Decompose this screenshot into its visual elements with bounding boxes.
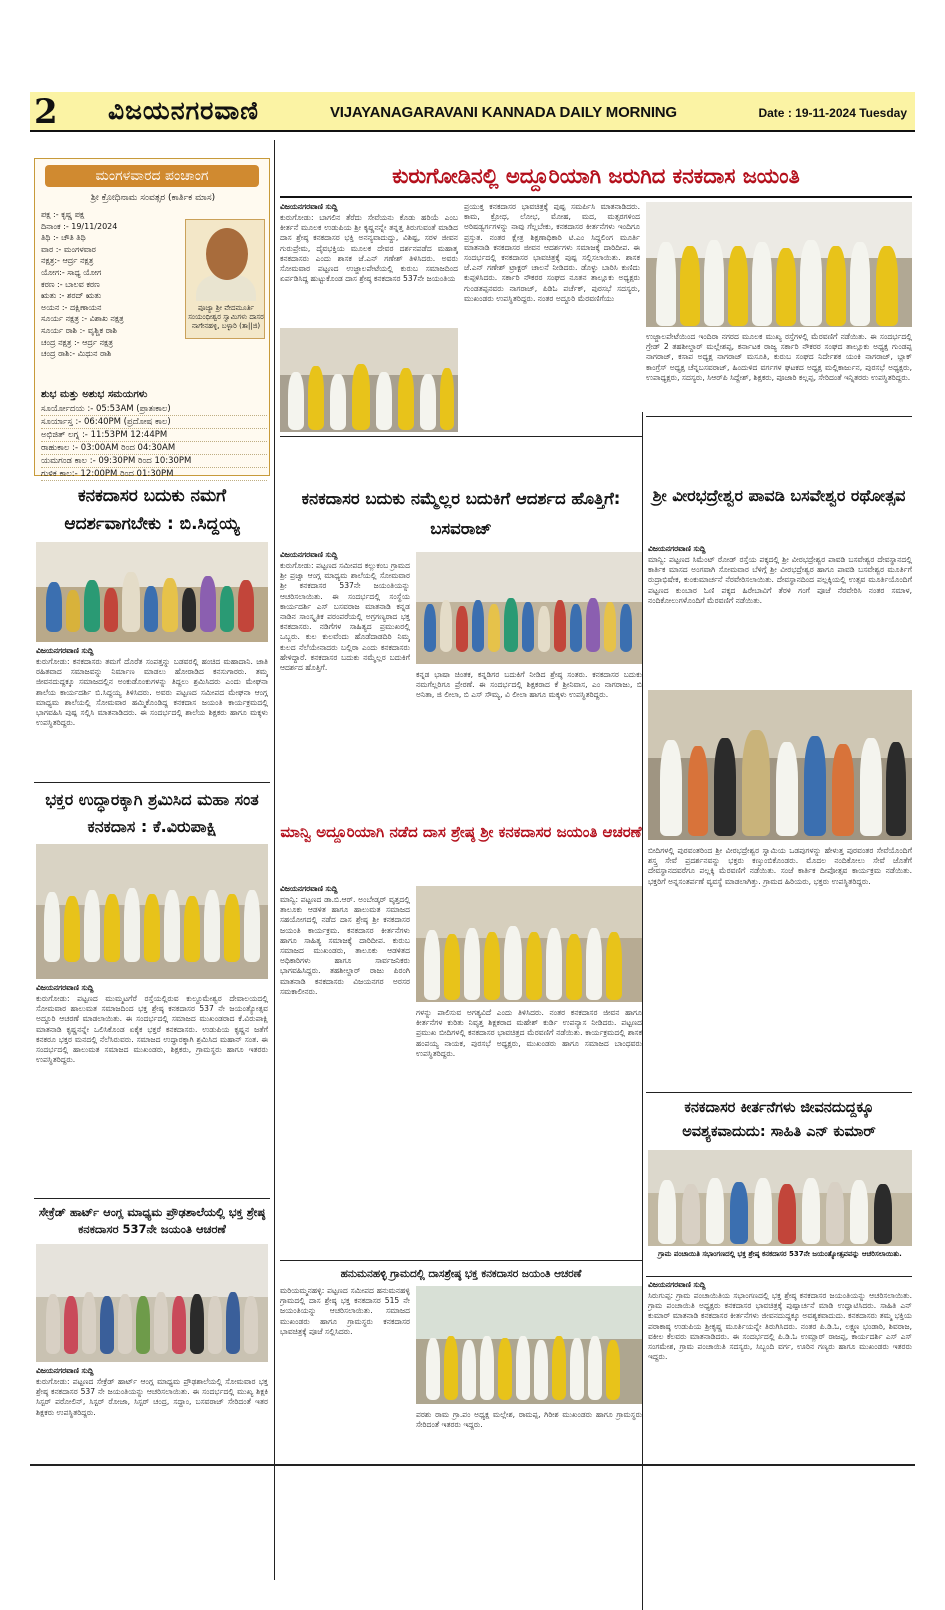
panchanga-line: ಅಯನ :- ದಕ್ಷಿಣಾಯನ	[41, 302, 102, 312]
time-line: ರಾಹುಕಾಲ :- 03:00AM ರಿಂದ 04:30AM	[41, 442, 267, 455]
byline: ವಿಜಯನಗರವಾಣಿ ಸುದ್ದಿ	[648, 544, 706, 553]
byline: ವಿಜಯನಗರವಾಣಿ ಸುದ್ದಿ	[36, 1366, 94, 1375]
time-line: ಯಮಗಂಡ ಕಾಲ :- 09:30PM ರಿಂದ 10:30PM	[41, 455, 267, 468]
article-body-sahithi: ಸಿರುಗುಪ್ಪ: ಗ್ರಾಮ ಪಂಚಾಯಿತಿಯ ಸಭಾಂಗಣದಲ್ಲಿ ಭಕ್ತ ಶ್ರೇಷ್ಠ ಕನಕದಾಸರ ಜಯಂತಿಯನ್ನು ಆಚರಿಸಲಾಯಿತು. ಗ್ರಾಮ ಪಂಚಾಯಿತಿ ಅಧ್ಯಕ್ಷರು ಕನಕದಾಸರ ಭಾವಚಿತ್ರಕ್ಕೆ ಪುಷ್ಪಾರ್ಚನೆ ಮಾಡಿ ಉದ್ಘಾಟಿಸಿದರು. ಸಾಹಿತಿ ಎನ್ ಕುಮಾರ್ ಮಾತನಾಡಿ ಕನಕದಾಸರ ಕೀರ್ತನೆಗಳು ಜೀವನದುದ್ದಕ್ಕೂ ಅವಶ್ಯಕವಾದುದು. ಕನಕದಾಸರು ತಮ್ಮ ಭಕ್ತಿಯ ಪರಾಕಾಷ್ಠ ಉಡುಪಿಯ ಶ್ರೀಕೃಷ್ಣ ಮೂರ್ತಿಯನ್ನೇ ತಿರುಗಿಸಿದರು. ನಂತರ ಪಿ.ಡಿ.ಓ, ಲಕ್ಷ್ಮಣ ಭಂಡಾರಿ, ಶಿವರಾಜ, ವಕೀಲ ಕೆಲವರು ಮಾತನಾಡಿದರು. ಈ ಸಂದರ್ಭದಲ್ಲಿ ಪಿ.ಡಿ.ಓ ಉಮ್ಲಾರ್ ರಾಜಪ್ಪ, ಕಾರ್ಯದರ್ಶಿ ಎಸ್ ಎಸ್ ಸಂಗಮೇಶ, ಗ್ರಾಮ ಪಂಚಾಯಿತಿ ಸದಸ್ಯರು, ಸಿಬ್ಬಂದಿ ವರ್ಗ, ಊರಿನ ಗಣ್ಯರು ಹಾಗೂ ಮುಖಂಡರು ಇತರರು ಇದ್ದರು.	[648, 1291, 912, 1362]
photo-temple-gathering	[36, 844, 268, 979]
article-body-basavaraj: ಕುರುಗೋಡು: ಪಟ್ಟಣದ ಸಮೀಪದ ಕಲ್ಲುಕಂಬ ಗ್ರಾಮದ ಶ್ರೀ ಪ್ರಜ್ವಾ ಆಂಗ್ಲ ಮಾಧ್ಯಮ ಶಾಲೆಯಲ್ಲಿ ಸೋಮವಾರ ಶ್ರೀ ಕನಕದಾಸರ 537ನೇ ಜಯಂತಿಯನ್ನು ಆಚರಿಸಲಾಯಿತು. ಈ ಸಂದರ್ಭದಲ್ಲಿ ಸಂಸ್ಥೆಯ ಕಾರ್ಯದರ್ಶಿ ಎಸ್ ಬಸವರಾಜ ಮಾತನಾಡಿ ಕನ್ನಡ ನಾಡಿನ ಸಾಂಸ್ಕೃತಿಕ ಪರಂಪರೆಯಲ್ಲಿ ಅಗ್ರಗಣ್ಯರಾದ ಭಕ್ತ ಕನಕದಾಸರು. ನಡಿಗೆಗಳ ಸಾಹಿತ್ಯದ ಪ್ರಮುಖರಲ್ಲಿ ಒಬ್ಬರು. ಕುಲ ಕುಲವೆಂದು ಹೊಡೆದಾಡದಿರಿ ನಿಮ್ಮ ಕುಲದ ನೆಲೆಯೇನಾದರು ಬಲ್ಲಿರಾ ಎಂದು ಕನಕದಾಸರು ಹೇಳಿದ್ದಾರೆ. ಕನಕದಾಸರ ಬದುಕು ನಮ್ಮೆಲ್ಲರ ಬದುಕಿಗೆ ಆದರ್ಶದ ಹೊತ್ತಿಗೆ.	[280, 561, 410, 673]
issue-date: Date : 19-11-2024 Tuesday	[758, 106, 907, 120]
article-body-lead: ಕುರುಗೋಡು: ಬಾಗಲಿನ ತೆರೆದು ಸೇವೆಯನು ಕೊಡು ಹರಿಯೆ ಎಂಬ ಕೀರ್ತನೆ ಮೂಲಕ ಉಡುಪಿಯ ಶ್ರೀ ಕೃಷ್ಣನನ್ನೇ ತನ್ನತ್ತ ತಿರುಗುವಂತೆ ಮಾಡಿದ ದಾಸ ಶ್ರೇಷ್ಠ ಕನಕದಾಸರ ಭಕ್ತಿ ಅನನ್ಯವಾದುದ್ದು, ವಿಶಿಷ್ಟ, ಸರಳ ಜೀವನ ಗುರುಪ್ರೇಮ, ದೈವಭಕ್ತಿಯ ಮೂಲಕ ದೇವರ ದರ್ಶನಪಡೆದ ಮಹಾತ್ಮ ಕನಕದಾಸರು ಎಂದು ಶಾಸಕ ಜೆ.ಎನ್ ಗಣೇಶ್ ತಿಳಿಸಿದರು. ಅವರು ಸೋಮವಾರ ಪಟ್ಟಣದ ಉಜ್ಜಾಲಪೇಟೆಯಲ್ಲಿ ಕುರುಬ ಸಮಾಜದಿಂದ ಏರ್ಪಡಿಸಿದ್ದ ಹುಟ್ಟುಕೊಂಡ ದಾಸ ಶ್ರೇಷ್ಠ ಕನಕದಾಸರ 537ನೇ ಜಯಂತಿಯ	[280, 213, 458, 284]
panchanga-line: ವಾರ :- ಮಂಗಳವಾರ	[41, 244, 96, 254]
article-body-lead: ಪ್ರಯುಕ್ತ ಕನಕದಾಸರ ಭಾವಚಿತ್ರಕ್ಕೆ ಪುಷ್ಪ ಸಮರ್ಪಿಸಿ ಮಾತನಾಡಿದರು. ಕಾಮ, ಕ್ರೋಧ, ಲೋಭ, ಮೋಹ, ಮದ, ಮತ್ಸರಗಳಿಂದ ಅರಿಷಡ್ವರ್ಗಗಳನ್ನು ನಾವು ಗೆಲ್ಲಬೇಕು, ಕನಕದಾಸರ ಕೀರ್ತನೆಗಳು ಇಂದಿಗೂ ಪ್ರಸ್ತುತ. ನಂತರ ಕ್ಷೇತ್ರ ಶಿಕ್ಷಣಾಧಿಕಾರಿ ಟಿ.ಎಂ ಸಿದ್ದಲಿಂಗ ಮೂರ್ತಿ ಮಾತನಾಡಿ ಕನಕದಾಸರ ಜೀವನ ಆದರ್ಶಗಳು ಸಮಾಜಕ್ಕೆ ದಾರಿದೀಪ. ಈ ಸಂದರ್ಭದಲ್ಲಿ ಕನಕದಾಸರ ಭಾವಚಿತ್ರಕ್ಕೆ ಪುಷ್ಪ ಸಲ್ಲಿಸಲಾಯಿತು. ಶಾಸಕ ಜೆ.ಎನ್ ಗಣೇಶ್ ಟ್ರಾಕ್ಟರ್ ಚಾಲನೆ ನೀಡಿದರು. ಡೊಳ್ಳು ಬಾರಿಸಿ ಕುಣಿದು ಕುಪ್ಪಳಿಸಿದರು. ಸರ್ಕಾರಿ ನೌಕರರ ಸಂಘದ ನೂತನ ತಾಲ್ಲೂಕು ಅಧ್ಯಕ್ಷರು ಗುಂಡತಪ್ಪನವರು ನಾಗರಾಜ್, ಪಿಡಿಓ ಪರ್ಚೆಕ್, ಪುರಸಭೆ ಸದಸ್ಯರು, ಮುಖಂಡರು ಉಪಸ್ಥಿತರಿದ್ದರು. ನಂತರ ಅದ್ದೂರಿ ಮೆರವಣಿಗೆಯು	[464, 202, 640, 303]
page-bottom-rule	[30, 1464, 915, 1466]
time-line: ಗುಳಿಕ ಕಾಲ:- 12:00PM ರಿಂದ 01:30PM	[41, 468, 267, 481]
article-body-virupakshi: ಕುರುಗೋಡು: ಪಟ್ಟಣದ ಮುಮ್ಮಟಗೆರೆ ರಸ್ತೆಯಲ್ಲಿರುವ ಕುಲ್ದೂಮೇಶ್ವರ ದೇವಾಲಯದಲ್ಲಿ ಸೋಮವಾರ ಹಾಲುಮತ ಸಮಾಜದಿಂದ ಭಕ್ತ ಶ್ರೇಷ್ಠ ಕನಕದಾಸರ 537 ನೇ ಜಯಂತ್ಯೋತ್ಸವ ಅದ್ದೂರಿ ಆಚರಣೆ ಮಾಡಲಾಯಿತು. ಈ ಸಂದರ್ಭದಲ್ಲಿ ಸಮಾಜದ ಮುಖಂಡರಾದ ಕೆ.ವಿರುಪಾಕ್ಷಿ ಮಾತನಾಡಿ ಕೃಷ್ಣನನ್ನೇ ಒಲಿಸಿಕೊಂಡ ಏಕೈಕ ಭಕ್ತರೆ ಕನಕದಾಸರು. ಉಡುಪಿಯ ಕೃಷ್ಣನ ಜತೆಗೆ ಕನಕರೂ ಭಕ್ತರ ಮನದಲ್ಲಿ ನೆಲೆಸಿರುವರು. ಸಮಾಜದ ಉದ್ಧಾರಕ್ಕಾಗಿ ಶ್ರಮಿಸಿದ ಮಹಾನ್ ಸಂತ. ಈ ಸಂದರ್ಭದಲ್ಲಿ ಹಾಲುಮತ ಸಮಾಜದ ಮುಖಂಡರು, ಶಿಕ್ಷಕರು, ಗ್ರಾಮಸ್ಥರು ಹಾಗೂ ಇತರರು ಉಪಸ್ಥಿತರಿದ್ದರು.	[36, 994, 268, 1065]
article-body-manvi: ಮಾನ್ವಿ: ಪಟ್ಟಣದ ಡಾ.ಬಿ.ಆರ್. ಅಂಬೇಡ್ಕರ್ ವೃತ್ತದಲ್ಲಿ ತಾಲೂಕು ಆಡಳಿತ ಹಾಗೂ ಹಾಲುಮತ ಸಮಾಜದ ಸಹಯೋಗದಲ್ಲಿ ನಡೆದ ದಾಸ ಶ್ರೇಷ್ಠ ಶ್ರೀ ಕನಕದಾಸರ ಜಯಂತಿ ಕಾರ್ಯಕ್ರಮ. ಕನಕದಾಸರ ಕೀರ್ತನೆಗಳು ಹಾಗೂ ಸಾಹಿತ್ಯ ಸಮಾಜಕ್ಕೆ ದಾರಿದೀಪ. ಕುರುಬ ಸಮಾಜದ ಮುಖಂಡರು, ತಾಲೂಕು ಆಡಳಿತದ ಅಧಿಕಾರಿಗಳು ಹಾಗೂ ಸಾರ್ವಜನಿಕರು ಭಾಗವಹಿಸಿದ್ದರು. ತಹಶೀಲ್ದಾರ್ ರಾಜು ಪಿರಂಗಿ ಮಾತನಾಡಿ ಕನಕದಾಸರು ವಿಜಯನಗರ ಅರಸರ ಸಮಕಾಲೀನರು.	[280, 895, 410, 996]
photo-procession-dance	[280, 328, 458, 432]
headline-sahithi: ಕನಕದಾಸರ ಕೀರ್ತನೆಗಳು ಜೀವನದುದ್ದಕ್ಕೂ ಅವಶ್ಯಕವಾದುದು: ಸಾಹಿತಿ ಎನ್ ಕುಮಾರ್	[682, 1100, 876, 1140]
article-body-hanumanahalli: ಪರಶು ರಾಮ ಗ್ರಾ.ಪಂ ಅಧ್ಯಕ್ಷ ಮಲ್ಲೇಶ, ರಾಮಪ್ಪ, ಗಿರೀಶ ಮುಖಂಡರು ಹಾಗೂ ಗ್ರಾಮಸ್ಥರು ಸೇರಿದಂತೆ ಇತರರು ಇದ್ದರು.	[416, 1410, 642, 1430]
page-number: 2	[34, 92, 58, 132]
newspaper-title: ವಿಜಯನಗರವಾಣಿ	[108, 96, 259, 125]
newspaper-english-title: VIJAYANAGARAVANI KANNADA DAILY MORNING	[330, 104, 677, 121]
panchanga-line: ಕರಣ :- ಬಾಲವ ಕರಣ	[41, 279, 100, 289]
article-body-hanumanahalli: ಮರಿಯಮ್ಮನಹಳ್ಳಿ: ಪಟ್ಟಣದ ಸಮೀಪದ ಹನುಮನಹಳ್ಳಿ ಗ್ರಾಮದಲ್ಲಿ ದಾಸ ಶ್ರೇಷ್ಠ ಭಕ್ತ ಕನಕದಾಸರ 515 ನೇ ಜಯಂತಿಯನ್ನು ಆಚರಿಸಲಾಯಿತು. ಸಮಾಜದ ಮುಖಂಡರು ಹಾಗೂ ಗ್ರಾಮಸ್ಥರು ಕನಕದಾಸರ ಭಾವಚಿತ್ರಕ್ಕೆ ಪೂಜೆ ಸಲ್ಲಿಸಿದರು.	[280, 1286, 410, 1336]
time-line: ಸೂರ್ಯೋದಯ :- 05:53AM (ಪ್ರಾತಃಕಾಲ)	[41, 403, 267, 416]
photo-school-staff	[36, 1244, 268, 1362]
byline: ವಿಜಯನಗರವಾಣಿ ಸುದ್ದಿ	[36, 983, 94, 992]
photo-school-children	[36, 542, 268, 642]
photo-leaders-chariot	[646, 202, 912, 327]
panchanga-line: ದಿನಾಂಕ :- 19/11/2024	[41, 221, 118, 231]
article-body-basavaraj: ಕನ್ನಡ ಭಾಷಾ ಚಿಂತಕ, ಕನ್ನಡಿಗರ ಬದುಕಿಗೆ ನೀಡಿದ ಶ್ರೇಷ್ಠ ಸಂತರು. ಕನಕದಾಸರ ಬದುಕು ನಮಗೆಲ್ಲರಿಗೂ ಪ್ರೇರಣೆ. ಈ ಸಂದರ್ಭದಲ್ಲಿ ಶಿಕ್ಷಕರಾದ ಕೆ ಶ್ರೀನಿವಾಸ, ಎಂ ನಾಗರಾಜು, ಬಿ ಅನಿತಾ, ಜಿ ಲೀಲಾ, ಬಿ ಎಸ್ ಸೌಮ್ಯ, ವಿ ಲೀಲಾ ಹಾಗೂ ಮಕ್ಕಳು ಉಪಸ್ಥಿತರಿದ್ದರು.	[416, 670, 642, 700]
photo-caption: ಗ್ರಾಮ ಪಂಚಾಯಿತಿ ಸಭಾಂಗಣದಲ್ಲಿ ಭಕ್ತ ಶ್ರೇಷ್ಠ ಕನಕದಾಸರ 537ನೇ ಜಯಂತ್ಯೋತ್ಸವವನ್ನು ಆಚರಿಸಲಾಯಿತು.	[658, 1250, 902, 1258]
panchanga-line: ಋತು :- ಶರದ್ ಋತು	[41, 291, 102, 301]
panchanga-line: ಯೋಗ:- ಸಾಧ್ಯ ಯೋಗ	[41, 267, 102, 277]
time-line: ಅಭಿಜಿತ್ ಲಗ್ನ :- 11:53PM 12:44PM	[41, 429, 267, 442]
time-line: ಸೂರ್ಯಾಸ್ತ :- 06:40PM (ಪ್ರದೋಷ ಕಾಲ)	[41, 416, 267, 429]
article-body-lead: ಉಜ್ಜಾಲಪೇಟೆಯಿಂದ ಇಂದಿರಾ ನಗರದ ಮೂಲಕ ಮುಖ್ಯ ರಸ್ತೆಗಳಲ್ಲಿ ಮೆರವಣಿಗೆ ನಡೆಯಿತು. ಈ ಸಂದರ್ಭದಲ್ಲಿ ಗ್ರೇಡ್ 2 ತಹಶೀಲ್ದಾರ್ ಮಲ್ಲೇಶಪ್ಪ, ಕರ್ನಾಟಕ ರಾಜ್ಯ ಸರ್ಕಾರಿ ನೌಕರರ ಸಂಘದ ತಾಲ್ಲೂಕು ಅಧ್ಯಕ್ಷ ಗುಂಡಪ್ಪ ನಾಗರಾಜ್, ಕಸಾಪ ಅಧ್ಯಕ್ಷ ನಾಗರಾಜ್ ಮಸೂತಿ, ಕುರುಬ ಸಂಘದ ನಿರ್ದೇಶಕ ಯಂಕಿ ನಾಗರಾಜ್, ಬ್ಲಾಕ್ ಕಾಂಗ್ರೆಸ್ ಅಧ್ಯಕ್ಷ ಚೆನ್ನಬಸವರಾಜ್, ಹಿಂದುಳಿದ ವರ್ಗಗಳ ಘಟಕದ ಅಧ್ಯಕ್ಷ ಮಲ್ಲಿಕಾರ್ಜುನ, ಪುರಸಭೆ ಅಧ್ಯಕ್ಷರು, ಉಪಾಧ್ಯಕ್ಷರು, ಸದಸ್ಯರು, ಸಿಆರ್‌ಪಿ ಸಿದ್ದೇಶ್, ಶಿಕ್ಷಕರು, ಪೂಜಾರಿ ಕಲ್ಲಪ್ಪ, ಸೇರಿದಂತೆ ಇನ್ನಿತರರು ಉಪಸ್ಥಿತರಿದ್ದರು.	[646, 332, 912, 382]
byline: ವಿಜಯನಗರವಾಣಿ ಸುದ್ದಿ	[648, 1280, 706, 1289]
headline-hanumanahalli: ಹನುಮನಹಳ್ಳಿ ಗ್ರಾಮದಲ್ಲಿ ದಾಸಶ್ರೇಷ್ಠ ಭಕ್ತ ಕನಕದಾಸರ ಜಯಂತಿ ಆಚರಣೆ	[340, 1268, 582, 1280]
photo-village-gathering	[416, 1286, 642, 1404]
panchanga-subheading: ಶ್ರೀ ಕ್ರೋಧಿನಾಮ ಸಂವತ್ಸರ (ಕಾರ್ತಿಕ ಮಾಸ)	[90, 193, 216, 203]
headline-basavaraj: ಕನಕದಾಸರ ಬದುಕು ನಮ್ಮೆಲ್ಲರ ಬದುಕಿಗೆ ಆದರ್ಶದ ಹೊತ್ತಿಗೆ: ಬಸವರಾಜ್	[301, 489, 621, 538]
auspicious-times	[41, 403, 267, 481]
article-body-veerabhadreshwara: ಬೀದಿಗಳಲ್ಲಿ ಪುರವಂತರಿಂದ ಶ್ರೀ ವೀರಭದ್ರೇಶ್ವರ ಸ್ವಾಮಿಯ ಒಡಪುಗಳನ್ನು ಹೇಳುತ್ತ ಪುರವಂತರ ಸೇವೆಯೊಂದಿಗೆ ಶಸ್ತ್ರ ಸೇವೆ ಪ್ರದರ್ಶನವನ್ನು ಭಕ್ತರು ಕಣ್ತುಂಬಿಕೊಂಡರು. ಮೊದಲ ನಂದಿಕೋಲು ಸೇವೆ ಜೊತೆಗೆ ದೇವಸ್ಥಾನದವರೆಗೂ ಪಲ್ಲಕ್ಕಿ ಮೆರವಣಿಗೆ ನಡೆಯಿತು. ಸಂಜೆ ಕಾರ್ತಿಕ ದೀಪೋತ್ಸವ ಕಾರ್ಯಕ್ರಮ ನಡೆಯಿತು. ಭಕ್ತರಿಗೆ ಅನ್ನಸಂತರ್ಪಣೆ ವ್ಯವಸ್ಥೆ ಮಾಡಲಾಗಿತ್ತು. ಗ್ರಾಮದ ಹಿರಿಯರು, ಭಕ್ತರು ಉಪಸ್ಥಿತರಿದ್ದರು.	[648, 846, 912, 886]
panchanga-line: ಸೂರ್ಯ ರಾಶಿ :- ವೃಶ್ಚಿಕ ರಾಶಿ	[41, 325, 118, 335]
byline: ವಿಜಯನಗರವಾಣಿ ಸುದ್ದಿ	[36, 646, 94, 655]
panchanga-heading: ಮಂಗಳವಾರದ ಪಂಚಾಂಗ	[45, 165, 259, 187]
photo-manvi-ceremony	[416, 886, 642, 1002]
column-divider	[274, 140, 275, 1580]
article-body-sacred-heart: ಕುರುಗೋಡು: ಪಟ್ಟಣದ ಸೇಕ್ರೆಡ್ ಹಾರ್ಟ್ ಆಂಗ್ಲ ಮಾಧ್ಯಮ ಪ್ರೌಢಶಾಲೆಯಲ್ಲಿ ಸೋಮವಾರ ಭಕ್ತ ಶ್ರೇಷ್ಠ ಕನಕದಾಸರ 537 ನೇ ಜಯಂತಿಯನ್ನು ಆಚರಿಸಲಾಯಿತು. ಈ ಸಂದರ್ಭದಲ್ಲಿ ಮುಖ್ಯ ಶಿಕ್ಷಕಿ ಸಿಸ್ಟರ್ ಪರೋಲಿನ್, ಸಿಸ್ಟರ್ ರೋಜಾ, ಸಿಸ್ಟರ್ ಚಂದ್ರ, ಸದ್ದಾಂ, ಬಸವರಾಜ್ ಸೇರಿದಂತೆ ಇತರ ಶಿಕ್ಷಕರು ಉಪಸ್ಥಿತರಿದ್ದರು.	[36, 1377, 268, 1417]
panchanga-line: ಚಂದ್ರ ರಾಶಿ:- ಮಿಥುನ ರಾಶಿ	[41, 349, 112, 359]
panchanga-line: ಪಕ್ಷ :- ಕೃಷ್ಣ ಪಕ್ಷ	[41, 210, 85, 219]
times-heading: ಶುಭ ಮತ್ತು ಅಶುಭ ಸಮಯಗಳು	[41, 389, 148, 400]
headline-siddayya: ಕನಕದಾಸರ ಬದುಕು ನಮಗೆ ಆದರ್ಶವಾಗಬೇಕು : ಬಿ.ಸಿದ್ದಯ್ಯ	[64, 486, 240, 534]
photo-rathotsava-drummers	[648, 690, 912, 840]
article-body-veerabhadreshwara: ಮಾನ್ವಿ: ಪಟ್ಟಣದ ಸಿಮೆಂಟ್ ರೋಡ್ ರಸ್ತೆಯ ಪಕ್ಕದಲ್ಲಿ ಶ್ರೀ ವೀರಭದ್ರೇಶ್ವರ ಪಾವಡಿ ಬಸವೇಶ್ವರ ದೇವಸ್ಥಾನದಲ್ಲಿ ಕಾರ್ತಿಕ ಮಾಸದ ಅಂಗವಾಗಿ ಸೋಮವಾರ ಬೆಳಿಗ್ಗೆ ಶ್ರೀ ವೀರಭದ್ರೇಶ್ವರ ಹಾಗೂ ಪಾವಡಿ ಬಸವೇಶ್ವರ ಮೂರ್ತಿಗೆ ರುದ್ರಾಭಿಷೇಕ, ಕುಂಕುಮಾರ್ಚನೆ ನೆರವೇರಿಸಲಾಯಿತು. ದೇವಸ್ಥಾನದಿಂದ ಪಲ್ಲಕ್ಕಿಯಲ್ಲಿ ಉತ್ಸವ ಮೂರ್ತಿಯೊಂದಿಗೆ ಪಟ್ಟಣದ ಕುಂಬಾರ ಓಣಿ ಪಕ್ಕದ ಹಿರೇಬಾವಿಗೆ ತೆರಳಿ ಗಂಗೆ ಪೂಜೆ ನೆರವೇರಿಸಿ ನಂತರ ಸಮಾಳ, ನಂದಿಕೋಲುಗಳೊಂದಿಗೆ ಮೆರವಣಿಗೆ ನಡೆಯಿತು.	[648, 555, 912, 605]
byline: ವಿಜಯನಗರವಾಣಿ ಸುದ್ದಿ	[280, 884, 338, 893]
column-divider	[642, 412, 643, 1610]
headline-lead: ಕುರುಗೋಡಿನಲ್ಲಿ ಅದ್ದೂರಿಯಾಗಿ ಜರುಗಿದ ಕನಕದಾಸ ಜಯಂತಿ	[392, 164, 800, 188]
panchanga-line: ಚಂದ್ರ ನಕ್ಷತ್ರ :- ಆರ್ದ್ರ ನಕ್ಷತ್ರ	[41, 337, 113, 347]
photo-kanakadasa-school	[416, 552, 642, 664]
panchanga-line: ನಕ್ಷತ್ರ:- ಆರ್ದ್ರ ನಕ್ಷತ್ರ	[41, 256, 94, 266]
headline-virupakshi: ಭಕ್ತರ ಉದ್ಧಾರಕ್ಕಾಗಿ ಶ್ರಮಿಸಿದ ಮಹಾ ಸಂತ ಕನಕದಾಸ : ಕೆ.ವಿರುಪಾಕ್ಷಿ	[45, 790, 259, 836]
article-body-siddayya: ಕುರುಗೋಡು: ಕನಕದಾಸರು ತಮಗೆ ದೊರೆತ ಸಂಪತ್ತನ್ನು ಬಡವರಲ್ಲಿ ಹಂಚಿದ ಮಹಾದಾನಿ. ಜಾತಿ ರಹಿತವಾದ ಸಮಾಜವನ್ನು ನಿರ್ಮಾಣ ಮಾಡಲು ಹೋರಾಡಿದ ಕನಸುಗಾರರು. ತಮ್ಮ ಜೀವನದುದ್ದಕ್ಕೂ ಸಮಾಜದಲ್ಲಿನ ಅಂಕುಡೊಂಕುಗಳನ್ನು ತಿದ್ದಲು ಶ್ರಮಿಸಿದರು ಎಂದು ಮೇಘನಾ ಶಾಲೆಯ ಕಾರ್ಯದರ್ಶಿ ಬಿ.ಸಿದ್ದಯ್ಯ ತಿಳಿಸಿದರು. ಅವರು ಪಟ್ಟಣದ ಸಮೀಪದ ಮೇಘನಾ ಆಂಗ್ಲ ಮಾಧ್ಯಮ ಶಾಲೆಯಲ್ಲಿ ಸೋಮವಾರ ಹಮ್ಮಿಕೊಂಡಿದ್ದ ಕನಕದಾಸ ಜಯಂತಿ ಕಾರ್ಯಕ್ರಮದಲ್ಲಿ ಭಾಗವಹಿಸಿ ಪುಷ್ಪ ಸಲ್ಲಿಸಿ ಮಾತನಾಡಿದರು. ಈ ಸಂದರ್ಭದಲ್ಲಿ ಶಾಲೆಯ ಶಿಕ್ಷಕರು ಹಾಗೂ ಮಕ್ಕಳು ಉಪಸ್ಥಿತರಿದ್ದರು.	[36, 657, 268, 728]
panchanga-box	[34, 158, 270, 479]
panchanga-line: ತಿಥಿ :- ಚೌತಿ ತಿಥಿ	[41, 233, 86, 243]
article-body-manvi: ಗಳನ್ನು ಪಾಲಿಸುವ ಅಗತ್ಯವಿದೆ ಎಂದು ತಿಳಿಸಿದರು. ನಂತರ ಕನಕದಾಸರ ಜೀವನ ಹಾಗೂ ಕೀರ್ತನೆಗಳ ಕುರಿತು ನಿವೃತ್ತ ಶಿಕ್ಷಕರಾದ ಮಹೇಶ್ ಕುರ್ಡಿ ಉಪನ್ಯಾಸ ನೀಡಿದರು. ಪಟ್ಟಣದ ಪ್ರಮುಖ ಬೀದಿಗಳಲ್ಲಿ ಕನಕದಾಸರ ಭಾವಚಿತ್ರದ ಮೆರವಣಿಗೆ ನಡೆಯಿತು. ಕಾರ್ಯಕ್ರಮದಲ್ಲಿ ಶಾಸಕ ಹಂಪಯ್ಯ ನಾಯಕ, ಪುರಸಭೆ ಅಧ್ಯಕ್ಷರು, ಮುಖಂಡರು ಹಾಗೂ ಸಮಾಜದ ಬಾಂಧವರು ಉಪಸ್ಥಿತರಿದ್ದರು.	[416, 1008, 642, 1058]
byline: ವಿಜಯನಗರವಾಣಿ ಸುದ್ದಿ	[280, 202, 338, 211]
priest-photo-caption: ಪೂಜ್ಯಾ ಶ್ರೀ ವೇದಮೂರ್ತಿ ಸಂಯಂಧೀಶ್ವರ ಸ್ವಾಮಿಗಳು ದಾಸರ ನಾಗೇನಹಳ್ಳಿ, ಬಳ್ಳಾರಿ (ತಾ||ಜಿ)	[188, 304, 264, 330]
headline-manvi: ಮಾನ್ವಿ ಅದ್ದೂರಿಯಾಗಿ ನಡೆದ ದಾಸ ಶ್ರೇಷ್ಠ ಶ್ರೀ ಕನಕದಾಸರ ಜಯಂತಿ ಆಚರಣೆ	[280, 823, 642, 841]
headline-veerabhadreshwara: ಶ್ರೀ ವೀರಭದ್ರೇಶ್ವರ ಪಾವಡಿ ಬಸವೇಶ್ವರ ರಥೋತ್ಸವ	[652, 486, 906, 505]
panchanga-details	[41, 209, 181, 360]
newspaper-page	[30, 92, 915, 1582]
panchanga-line: ಸೂರ್ಯ ನಕ್ಷತ್ರ :- ವಿಶಾಖ ನಕ್ಷತ್ರ	[41, 314, 124, 324]
byline: ವಿಜಯನಗರವಾಣಿ ಸುದ್ದಿ	[280, 550, 338, 559]
masthead	[30, 92, 915, 132]
headline-sacred-heart: ಸೇಕ್ರೆಡ್ ಹಾರ್ಟ್ ಆಂಗ್ಲ ಮಾಧ್ಯಮ ಪ್ರೌಢಶಾಲೆಯಲ್ಲಿ ಭಕ್ತ ಶ್ರೇಷ್ಠ ಕನಕದಾಸರ 537ನೇ ಜಯಂತಿ ಆಚರಣೆ	[38, 1205, 266, 1236]
priest-photo	[185, 219, 265, 339]
photo-panchayat-hall	[648, 1150, 912, 1246]
